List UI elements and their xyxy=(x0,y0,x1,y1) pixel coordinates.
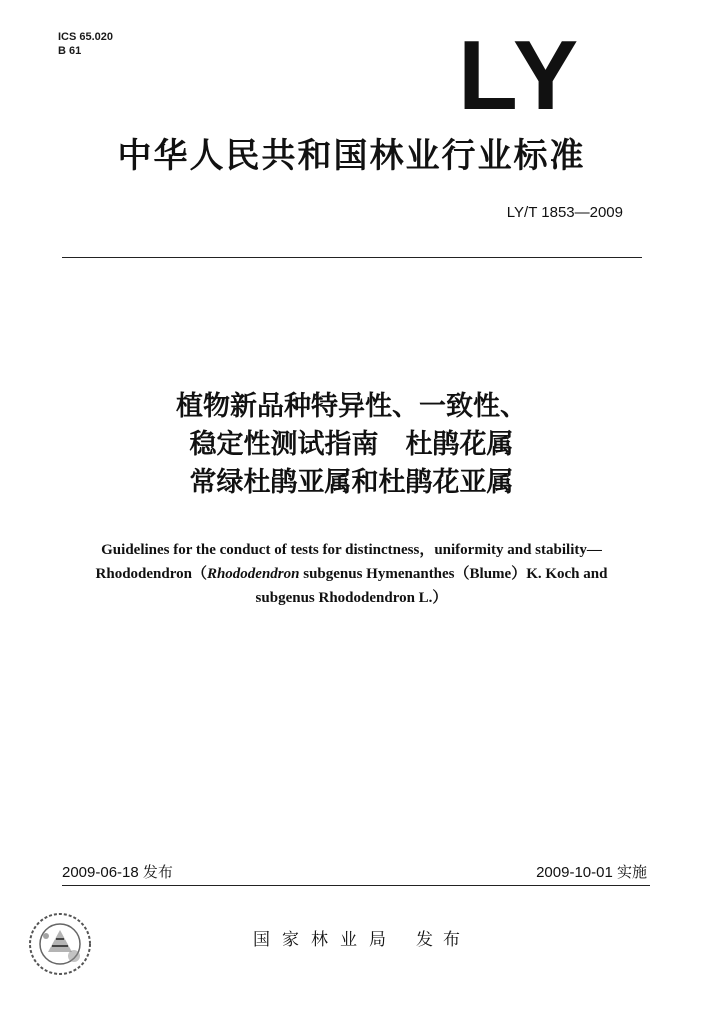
ly-logo: LY xyxy=(458,20,583,130)
chinese-title-line-1: 植物新品种特异性、一致性、 xyxy=(176,391,527,422)
standard-number: LY/T 1853—2009 xyxy=(506,204,623,221)
top-divider xyxy=(62,257,642,258)
english-title-line-1: Guidelines for the conduct of tests for distinctness，uniformity and stability— xyxy=(101,542,602,558)
english-title-genus-italic: Rhododendron xyxy=(206,566,300,582)
standard-category-title: 中华人民共和国林业行业标准 xyxy=(117,136,586,176)
implementation-date: 2009-10-01 实施 xyxy=(536,864,647,881)
chinese-title-line-3: 常绿杜鹃亚属和杜鹃花亚属 xyxy=(189,467,514,498)
classification-code: B 61 xyxy=(58,45,82,57)
ics-code: ICS 65.020 xyxy=(58,31,114,43)
english-title xyxy=(0,538,703,610)
english-title-line-2-suffix: subgenus Hymenanthes（Blume）K. Koch and xyxy=(299,566,608,582)
english-title-line-2 xyxy=(0,562,703,586)
english-title-line-3: subgenus Rhododendron L.） xyxy=(255,590,448,606)
bottom-divider xyxy=(62,885,650,886)
publish-verb: 发布 xyxy=(416,930,470,950)
chinese-title xyxy=(0,388,703,502)
issue-date: 2009-06-18 发布 xyxy=(62,864,173,881)
publisher-name: 国家林业局 xyxy=(253,930,398,950)
header-codes xyxy=(58,30,113,58)
chinese-title-line-2: 稳定性测试指南 杜鹃花属 xyxy=(189,429,514,460)
english-title-line-2-prefix: Rhododendron（ xyxy=(95,566,207,582)
publisher-seal-icon xyxy=(22,906,98,982)
